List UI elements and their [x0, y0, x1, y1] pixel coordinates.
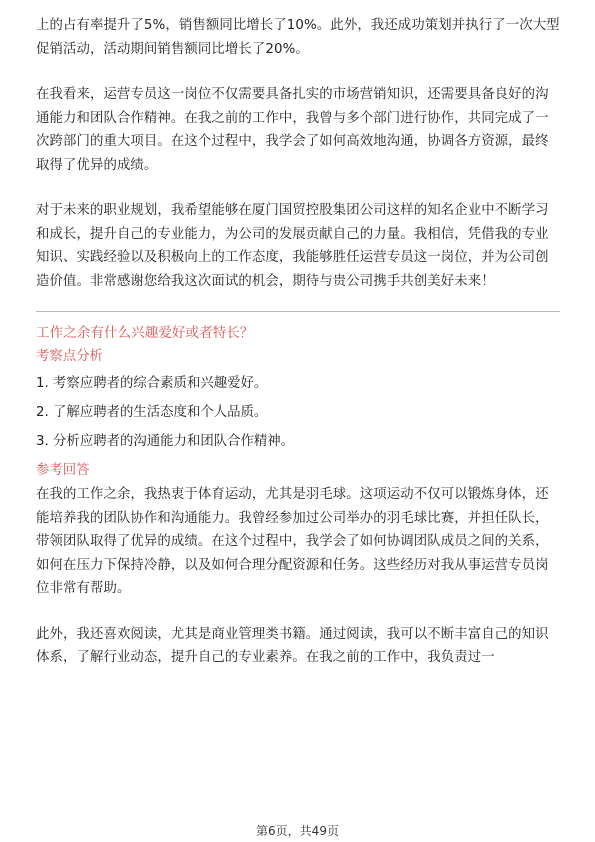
answer-heading: 参考回答	[36, 463, 90, 478]
paragraph-career-plan: 对于未来的职业规划，我希望能够在厦门国贸控股集团公司这样的知名企业中不断学习和成长，提升自己的专业能力，为公司的发展贡献自己的力量。我相信，凭借我的专业知识、实践经验以及积极向上的工作态度，我能够胜任运营专员这一岗位，并为公司创造价值。非常感谢您给我这次面试的机会，期待与贵公司携手共创美好未来！	[36, 203, 549, 289]
analysis-item: 1. 考察应聘者的综合素质和兴趣爱好。	[36, 376, 268, 391]
question-heading: 工作之余有什么兴趣爱好或者特长？	[36, 325, 254, 341]
analysis-item: 3. 分析应聘者的沟通能力和团队合作精神。	[36, 434, 295, 449]
document-page	[36, 14, 560, 670]
paragraph-sales-growth: 上的占有率提升了5%，销售额同比增长了10%。此外，我还成功策划并执行了一次大型促销活动，活动期间销售额同比增长了20%。	[36, 18, 560, 57]
analysis-heading: 考察点分析	[36, 349, 103, 364]
analysis-item: 2. 了解应聘者的生活态度和个人品质。	[36, 405, 268, 420]
section-divider	[36, 311, 560, 312]
answer-paragraph-sports: 在我的工作之余，我热衷于体育运动，尤其是羽毛球。这项运动不仅可以锻炼身体，还能培养我的团队协作和沟通能力。我曾经参加过公司举办的羽毛球比赛，并担任队长，带领团队取得了优异的成绩。在这个过程中，我学会了如何协调团队成员之间的关系，如何在压力下保持冷静，以及如何合理分配资源和任务。这些经历对我从事运营专员岗位非常有帮助。	[36, 487, 549, 596]
paragraph-communication: 在我看来，运营专员这一岗位不仅需要具备扎实的市场营销知识，还需要具备良好的沟通能力和团队合作精神。在我之前的工作中，我曾与多个部门进行协作，共同完成了一次跨部门的重大项目。在这个过程中，我学会了如何高效地沟通，协调各方资源，最终取得了优异的成绩。	[36, 87, 549, 173]
page-number-footer: 第6页，共49页	[256, 824, 339, 838]
answer-paragraph-reading: 此外，我还喜欢阅读，尤其是商业管理类书籍。通过阅读，我可以不断丰富自己的知识体系，了解行业动态，提升自己的专业素养。在我之前的工作中，我负责过一	[36, 626, 549, 665]
